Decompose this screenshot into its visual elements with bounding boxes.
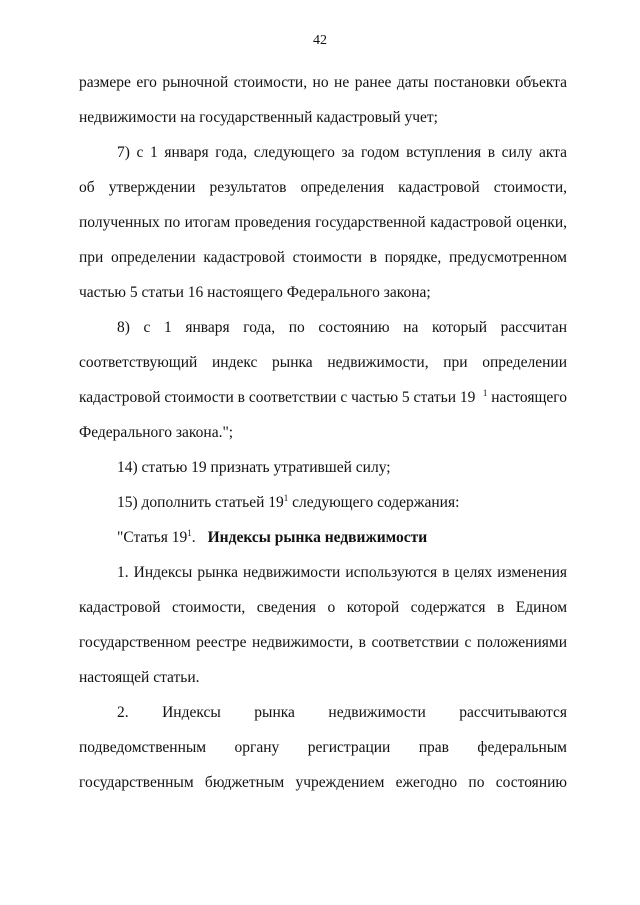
text-segment: "Статья 19 <box>117 529 188 546</box>
superscript: 1 <box>283 493 289 503</box>
text-line: настоящей статьи. <box>79 669 200 686</box>
text-line: 7) с 1 января года, следующего за годом вступления в силу акта <box>117 144 567 161</box>
superscript: 1 <box>187 528 192 538</box>
text-segment <box>483 388 567 408</box>
text-line: при определении кадастровой стоимости в порядке, предусмотренном <box>79 249 567 266</box>
text-line: государственным бюджетным учреждением ежегодно по состоянию <box>79 774 567 791</box>
text-line: 2. Индексы рынка недвижимости рассчитываются <box>117 704 567 721</box>
text-line: размере его рыночной стоимости, но не ранее даты постановки объекта <box>79 74 567 91</box>
superscript: 1 <box>482 388 488 398</box>
page-number: 42 <box>313 33 327 48</box>
text-line: об утверждении результатов определения кадастровой стоимости, <box>79 179 567 196</box>
text-line: частью 5 статьи 16 настоящего Федерального закона; <box>79 284 431 301</box>
text-segment: кадастровой стоимости в соответствии с частью 5 статьи 19 <box>79 389 476 406</box>
text-segment: следующего содержания: <box>288 494 460 511</box>
text-line: полученных по итогам проведения государственной кадастровой оценки, <box>79 214 567 231</box>
text-segment: 15) дополнить статьей 19 <box>117 494 284 511</box>
text-line <box>117 493 567 513</box>
text-line: недвижимости на государственный кадастровый учет; <box>79 109 438 126</box>
text-line: 8) с 1 января года, по состоянию на который рассчитан <box>117 319 567 336</box>
text-line: соответствующий индекс рынка недвижимости, при определении <box>79 354 567 371</box>
text-line: 14) статью 19 признать утратившей силу; <box>117 459 391 476</box>
text-line <box>79 388 567 408</box>
text-line: Федерального закона."; <box>79 424 234 441</box>
text-line: кадастровой стоимости, сведения о которой содержатся в Едином <box>79 599 567 616</box>
text-segment: настоящего <box>487 389 567 406</box>
article-heading <box>117 528 567 548</box>
text-line: государственном реестре недвижимости, в соответствии с положениями <box>79 634 567 651</box>
article-title: Индексы рынка недвижимости <box>207 529 428 546</box>
text-line: подведомственным органу регистрации прав федеральным <box>79 739 567 756</box>
text-segment: . <box>191 529 196 546</box>
text-line: 1. Индексы рынка недвижимости используются в целях изменения <box>117 564 567 581</box>
